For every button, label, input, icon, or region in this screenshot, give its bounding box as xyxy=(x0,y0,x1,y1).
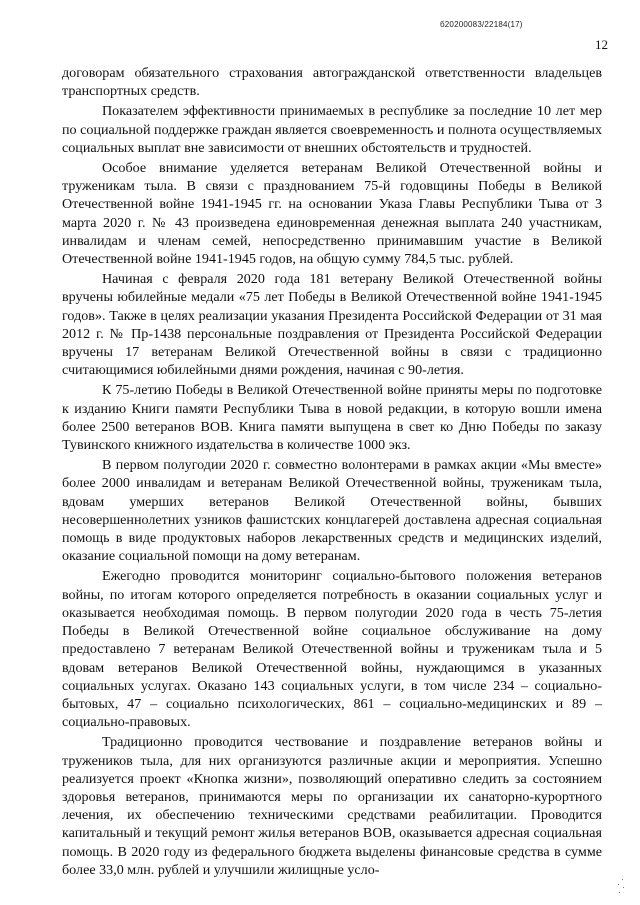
document-code: б20200083/22184(17) xyxy=(440,20,523,29)
document-body xyxy=(62,64,602,879)
scan-speck-mark xyxy=(616,879,626,895)
paragraph: Начиная с февраля 2020 года 181 ветерану Великой Отечественной войны вручены юбилейные медали «75 лет Победы в Великой Отечественной войне 1941-1945 годов». Также в целях реализации указания Президента Российской Федерации от 31 мая 2012 г. № Пр-1438 персональные поздравления от Президента Российской Федерации вручены 17 ветеранам Великой Отечественной войны в связи с традиционно считающимися юбилейными днями рождения, начиная с 90-летия. xyxy=(62,271,602,379)
paragraph: Традиционно проводится чествование и поздравление ветеранов войны и тружеников тыла, для них организуются различные акции и мероприятия. Успешно реализуется проект «Кнопка жизни», позволяющий оперативно следить за состоянием здоровья ветеранов, принимаются меры по организации их санаторно-курортного лечения, их обеспечению техническими средствами реабилитации. Проводится капитальный и текущий ремонт жилья ветеранов ВОВ, оказывается адресная социальная помощь. В 2020 году из федерального бюджета выделены финансовые средства в сумме более 33,0 млн. рублей и улучшили жилищные усло- xyxy=(62,734,602,878)
paragraph: К 75-летию Победы в Великой Отечественной войне приняты меры по подготовке к изданию Книги памяти Республики Тыва в новой редакции, в которую вошли имена более 2500 ветеранов ВОВ. Книга памяти выпущена в свет ко Дню Победы по заказу Тувинского книжного издательства в количестве 1000 экз. xyxy=(62,382,602,454)
paragraph: Особое внимание уделяется ветеранам Великой Отечественной войны и труженикам тыла. В связи с празднованием 75-й годовщины Победы в Великой Отечественной войне 1941-1945 гг. на основании Указа Главы Республики Тыва от 3 марта 2020 г. № 43 произведена единовременная денежная выплата 240 участникам, инвалидам и членам семей, непосредственно принимавшим участие в Великой Отечественной войне 1941-1945 годов, на общую сумму 784,5 тыс. рублей. xyxy=(62,160,602,268)
paragraph: Показателем эффективности принимаемых в республике за последние 10 лет мер по социальной поддержке граждан является своевременность и полнота осуществляемых социальных выплат вне зависимости от внешних обстоятельств и трудностей. xyxy=(62,103,602,156)
paragraph: В первом полугодии 2020 г. совместно волонтерами в рамках акции «Мы вместе» более 2000 инвалидам и ветеранам Великой Отечественной войны, труженикам тыла, вдовам умерших ветеранов Великой Отечественной войны, бывших несовершеннолетних узников фашистских концлагерей доставлена адресная социальная помощь в виде продуктовых наборов лекарственных средств и медицинских изделий, оказание социальной помощи на дому ветеранам. xyxy=(62,457,602,565)
paragraph: договорам обязательного страхования автогражданской ответственности владельцев транспортных средств. xyxy=(62,65,602,100)
page-number: 12 xyxy=(595,37,608,52)
paragraph: Ежегодно проводится мониторинг социально-бытового положения ветеранов войны, по итогам которого определяется потребность в оказании социальных услуг и оказывается необходимая помощь. В первом полугодии 2020 года в честь 75-летия Победы в Великой Отечественной войне социальное обслуживание на дому предоставлено 7 ветеранам Великой Отечественной войны и труженикам тыла и 5 вдовам ветеранов Великой Отечественной войны, нуждающимся в указанных социальных услугах. Оказано 143 социальных услуги, в том числе 234 – социально-бытовых, 47 – социально психологических, 861 – социально-медицинских и 89 – социально-правовых. xyxy=(62,568,602,731)
